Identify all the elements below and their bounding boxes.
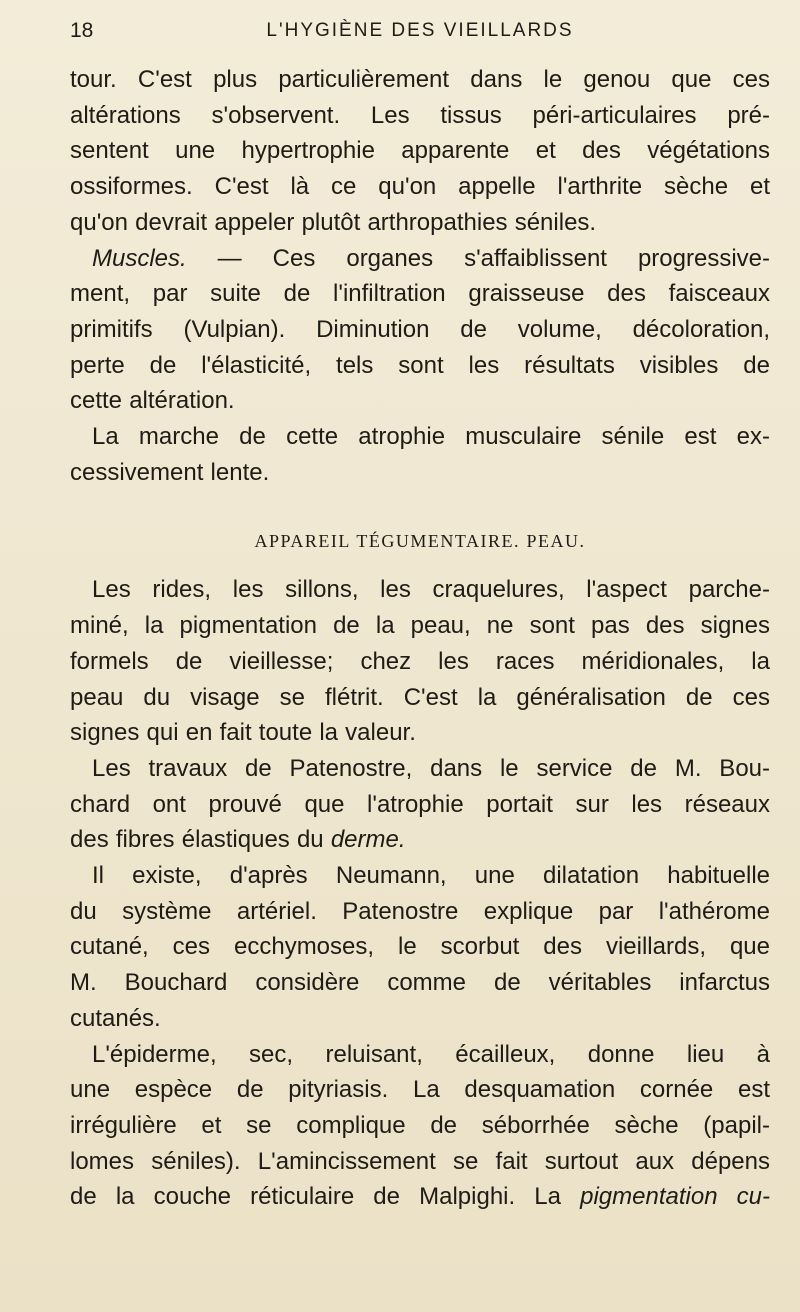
text-line: sentent une hypertrophie apparente et des végétations: [70, 137, 770, 165]
text-line-rest: — Ces organes s'affaiblissent progressive-: [186, 244, 770, 272]
text-line-start: des fibres élastiques du: [70, 826, 331, 854]
text-line: La marche de cette atrophie musculaire sénile est ex-: [92, 423, 770, 451]
body-text: [70, 62, 770, 1215]
text-line: altérations s'observent. Les tissus péri-articulaires pré-: [70, 101, 770, 129]
text-line: chard ont prouvé que l'atrophie portait sur les réseaux: [70, 790, 770, 818]
muscles-term: Muscles.: [92, 244, 187, 272]
text-line: cutané, ces ecchymoses, le scorbut des vieillards, que: [70, 933, 770, 961]
text-line: une espèce de pityriasis. La desquamation cornée est: [70, 1076, 770, 1104]
section-heading: APPAREIL TÉGUMENTAIRE. PEAU.: [254, 531, 586, 552]
text-line: signes qui en fait toute la valeur.: [70, 719, 416, 747]
text-line: cessivement lente.: [70, 458, 270, 486]
text-line: primitifs (Vulpian). Diminution de volume, décoloration,: [70, 315, 770, 343]
text-line: [70, 822, 770, 858]
text-line: du système artériel. Patenostre explique par l'athérome: [70, 897, 770, 925]
text-line: formels de vieillesse; chez les races méridionales, la: [70, 647, 770, 675]
text-line: M. Bouchard considère comme de véritables infarctus: [70, 969, 770, 997]
text-line: Il existe, d'après Neumann, une dilatation habituelle: [92, 862, 770, 890]
text-line: lomes séniles). L'amincissement se fait surtout aux dépens: [70, 1147, 770, 1175]
text-line: Les travaux de Patenostre, dans le service de M. Bou-: [92, 754, 770, 782]
text-line: miné, la pigmentation de la peau, ne sont pas des signes: [70, 612, 770, 640]
text-line: qu'on devrait appeler plutôt arthropathies séniles.: [70, 208, 597, 236]
text-line: L'épiderme, sec, reluisant, écailleux, donne lieu à: [92, 1040, 770, 1068]
running-head: [70, 16, 770, 46]
page-number: 18: [70, 19, 94, 42]
text-line: cette altération.: [70, 387, 235, 415]
text-line: irrégulière et se complique de séborrhée sèche (papil-: [70, 1111, 770, 1139]
text-line: tour. C'est plus particulièrement dans le genou que ces: [70, 66, 770, 93]
text-line-start: de la couche réticulaire de Malpighi. La: [70, 1183, 581, 1211]
text-line: peau du visage se flétrit. C'est la généralisation de ces: [70, 683, 770, 711]
text-line: cutanés.: [70, 1004, 161, 1032]
text-line: Les rides, les sillons, les craquelures, l'aspect parche-: [92, 576, 770, 604]
pigmentation-term: pigmentation cu-: [580, 1183, 770, 1211]
derme-term: derme.: [330, 826, 406, 854]
text-line: ossiformes. C'est là ce qu'on appelle l'arthrite sèche et: [70, 173, 770, 201]
text-line: [70, 1179, 770, 1215]
text-line: perte de l'élasticité, tels sont les résultats visibles de: [70, 351, 770, 379]
running-title: L'HYGIÈNE DES VIEILLARDS: [266, 20, 574, 41]
muscles-paragraph-line: [70, 241, 770, 277]
text-line: ment, par suite de l'infiltration graisseuse des faisceaux: [70, 280, 770, 308]
